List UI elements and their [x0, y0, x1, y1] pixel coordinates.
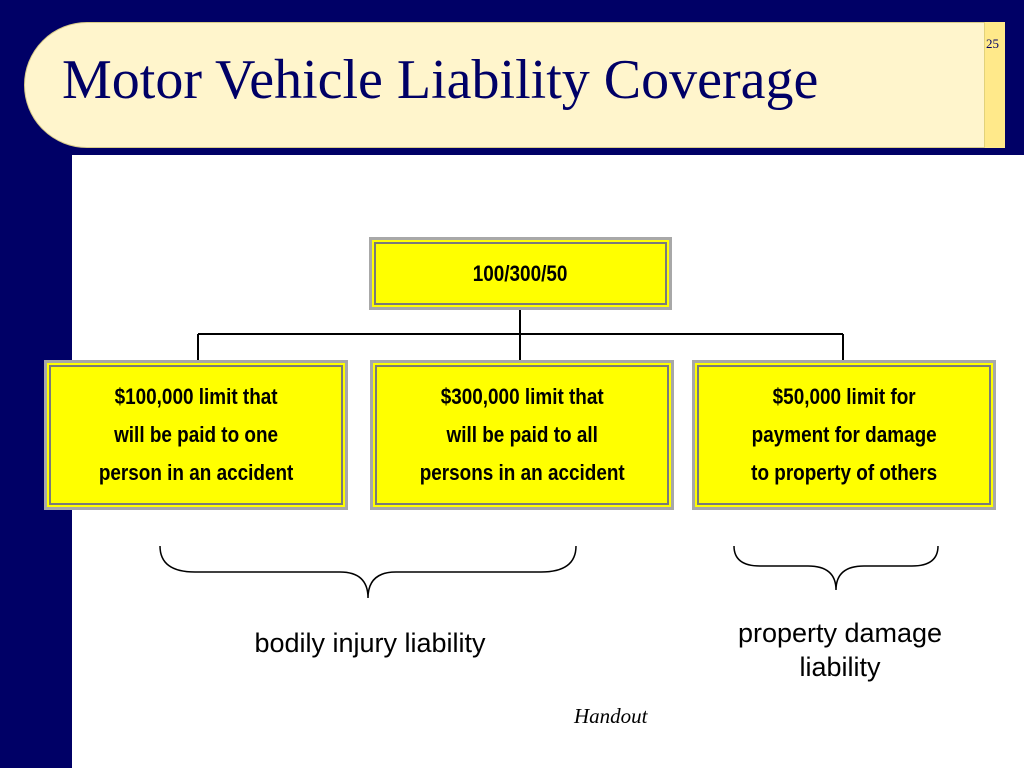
property-damage-label-line-1: property damage: [737, 618, 943, 648]
property-limit-line-3: to property of others: [750, 460, 938, 485]
per-accident-line-2: will be paid to all: [446, 422, 598, 447]
coverage-limits-label: 100/300/50: [473, 260, 568, 286]
property-damage-liability-label: [700, 616, 980, 684]
per-accident-line-3: persons in an accident: [419, 460, 625, 485]
per-person-line-3: person in an accident: [98, 460, 294, 485]
per-person-limit-box: [44, 360, 348, 510]
slide-number: 25: [986, 36, 999, 51]
property-damage-label-line-2: liability: [799, 652, 881, 682]
per-person-line-1: $100,000 limit that: [114, 384, 278, 409]
per-accident-line-1: $300,000 limit that: [440, 384, 604, 409]
per-accident-limit-box: [370, 360, 674, 510]
per-person-line-2: will be paid to one: [113, 422, 278, 447]
coverage-limits-box: [369, 237, 672, 310]
slide-title: Motor Vehicle Liability Coverage: [62, 49, 819, 111]
property-limit-line-1: $50,000 limit for: [772, 384, 916, 409]
bodily-injury-liability-label: bodily injury liability: [254, 628, 486, 658]
property-limit-line-2: payment for damage: [751, 422, 937, 447]
property-damage-brace: [734, 546, 938, 590]
property-damage-limit-box: [692, 360, 996, 510]
bodily-injury-brace: [160, 546, 576, 598]
handout-note: Handout: [574, 704, 648, 728]
